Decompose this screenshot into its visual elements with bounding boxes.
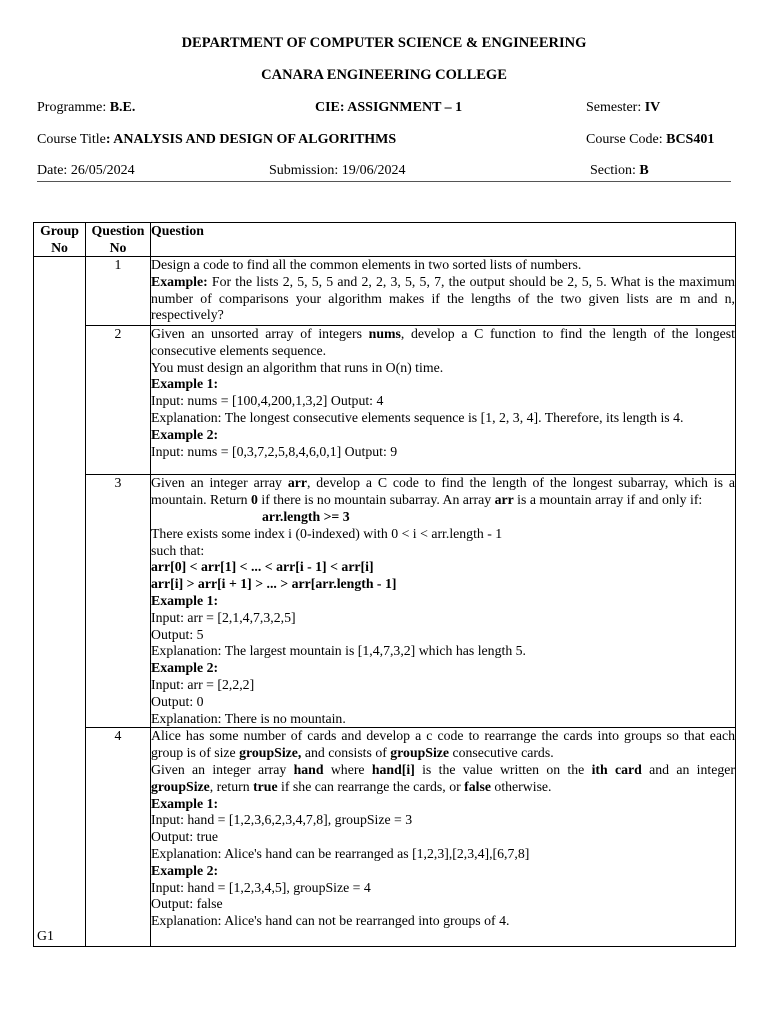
programme: Programme: B.E. <box>37 100 136 115</box>
col-header-question: Question <box>151 223 736 257</box>
col-header-group: Group No <box>34 223 86 257</box>
question-number: 1 <box>86 257 151 326</box>
question-text: Given an integer array arr, develop a C code to find the length of the longest subarray, which is a mountain. Return 0 if there is no mountain subarray. An array arr is a mountain array if and only if: arr.length >= 3 There exists some index i (0-indexed) with 0 < i < arr.length - 1 such that: arr[0] < arr[1] < ... < arr[i - 1] < arr[i] arr[i] > arr[i + 1] > ... > arr[arr.length - 1] Example 1: Input: arr = [2,1,4,7,3,2,5] Output: 5 Explanation: The largest mountain is [1,4,7,3,2] which has length 5. Example 2: Input: arr = [2,2,2] Output: 0 Explanation: There is no mountain. <box>151 475 736 728</box>
section: Section: B <box>590 163 649 178</box>
college-heading: CANARA ENGINEERING COLLEGE <box>261 67 507 83</box>
header-divider <box>37 181 731 182</box>
semester: Semester: IV <box>586 100 661 115</box>
question-number: 3 <box>86 475 151 728</box>
question-text: Alice has some number of cards and develop a c code to rearrange the cards into groups so that each group is of size groupSize, and consists of groupSize consecutive cards. Given an integer array hand where hand[i] is the value written on the ith card and an integer groupSize, return true if she can rearrange the cards, or false otherwise. Example 1: Input: hand = [1,2,3,6,2,3,4,7,8], groupSize = 3 Output: true Explanation: Alice's hand can be rearranged as [1,2,3],[2,3,4],[6,7,8] Example 2: Input: hand = [1,2,3,4,5], groupSize = 4 Output: false Explanation: Alice's hand can not be rearranged into groups of 4. <box>151 728 736 947</box>
submission-date: Submission: 19/06/2024 <box>269 163 406 178</box>
col-header-question-no: Question No <box>86 223 151 257</box>
question-number: 4 <box>86 728 151 947</box>
course-code: Course Code: BCS401 <box>586 132 715 147</box>
question-number: 2 <box>86 326 151 475</box>
cie-title: CIE: ASSIGNMENT – 1 <box>315 100 463 115</box>
department-heading: DEPARTMENT OF COMPUTER SCIENCE & ENGINEERING <box>181 35 587 51</box>
header-row-dates <box>37 163 731 181</box>
course-title: Course Title: ANALYSIS AND DESIGN OF ALGORITHMS <box>37 132 397 147</box>
group-cell <box>34 257 86 947</box>
header-row-course <box>37 132 731 150</box>
table-row <box>34 326 736 475</box>
question-text: Design a code to find all the common elements in two sorted lists of numbers. Example: For the lists 2, 5, 5, 5 and 2, 2, 3, 5, 5, 7, the output should be 2, 5, 5. What is the maximum number of comparisons your algorithm makes if the lengths of the two given lists are m and n, respectively? <box>151 257 736 326</box>
table-row <box>34 475 736 728</box>
assignment-table <box>33 222 736 947</box>
question-text: Given an unsorted array of integers nums, develop a C function to find the length of the longest consecutive elements sequence. You must design an algorithm that runs in O(n) time. Example 1: Input: nums = [100,4,200,1,3,2] Output: 4 Explanation: The longest consecutive elements sequence is [1, 2, 3, 4]. Therefore, its length is 4. Example 2: Input: nums = [0,3,7,2,5,8,4,6,0,1] Output: 9 <box>151 326 736 475</box>
group-value: G1 <box>37 927 54 943</box>
header-row-programme <box>37 100 731 118</box>
table-row <box>34 728 736 947</box>
table-header-row <box>34 223 736 257</box>
table-row <box>34 257 736 326</box>
date: Date: 26/05/2024 <box>37 163 135 178</box>
